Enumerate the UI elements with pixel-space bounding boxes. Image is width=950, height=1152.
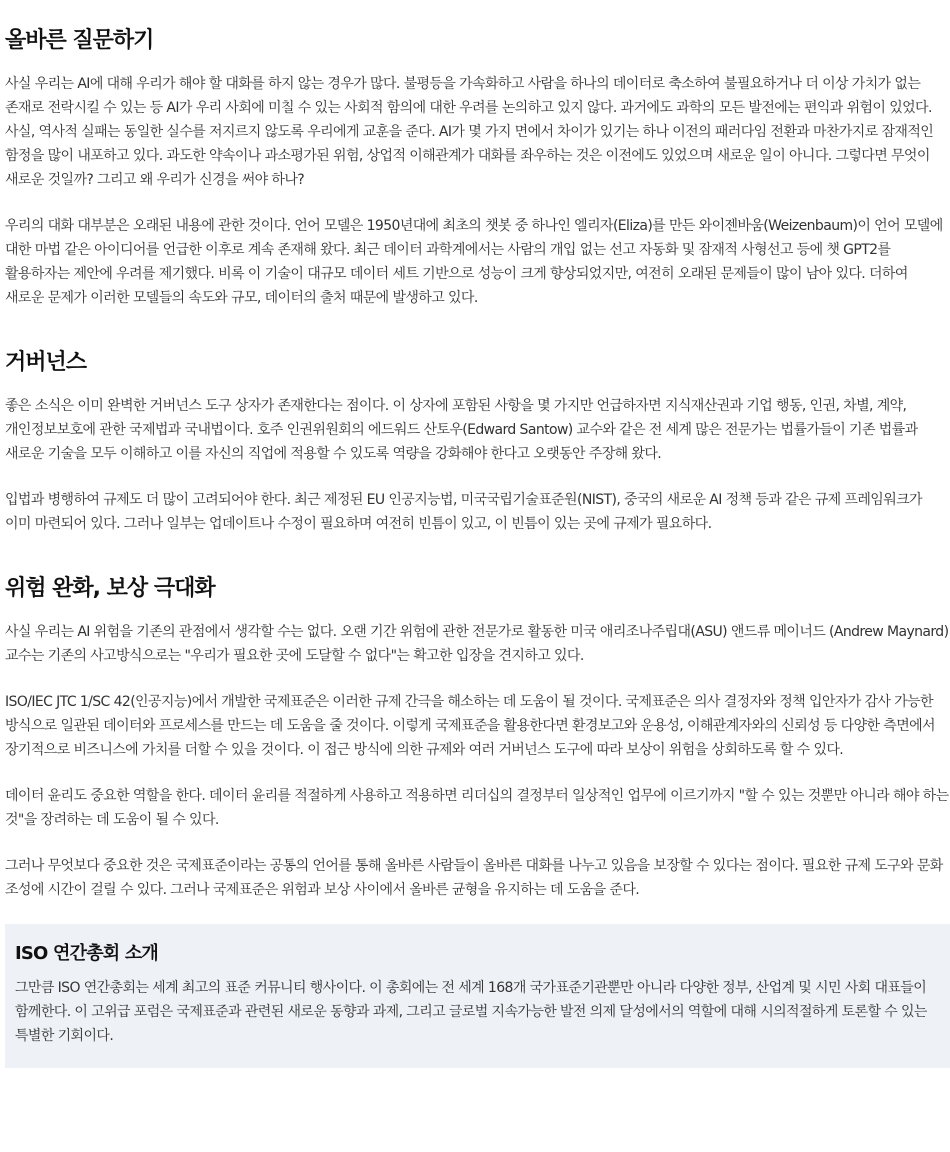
body-paragraph: 사실 우리는 AI에 대해 우리가 해야 할 대화를 하지 않는 경우가 많다. 불평등을 가속화하고 사람을 하나의 데이터로 축소하여 불필요하거나 더 이상 가치가 없는 존재로 전락시킬 수 있는 등 AI가 우리 사회에 미칠 수 있는 사회적 함의에 대한 우려를 논의하고 있지 않다. 과거에도 과학의 모든 발전에는 편익과 위험이 있었다. 사실, 역사적 실패는 동일한 실수를 저지르지 않도록 우리에게 교훈을 준다. AI가 몇 가지 면에서 차이가 있기는 하나 이전의 패러다임 전환과 마찬가지로 잠재적인 함정을 많이 내포하고 있다. 과도한 약속이나 과소평가된 위험, 상업적 이해관계가 대화를 좌우하는 것은 이전에도 있었으며 새로운 일이 아니다. 그렇다면 무엇이 새로운 것일까? 그리고 왜 우리가 신경을 써야 하나? <box>5 76 934 188</box>
section-heading: 위험 완화, 보상 극대화 <box>5 576 215 601</box>
section-heading: 거버넌스 <box>5 350 87 375</box>
body-paragraph: 좋은 소식은 이미 완벽한 거버넌스 도구 상자가 존재한다는 점이다. 이 상자에 포함된 사항을 몇 가지만 언급하자면 지식재산권과 기업 행동, 인권, 차별, 계약, 개인정보보호에 관한 국제법과 국내법이다. 호주 인권위원회의 에드워드 산토우(Edward Santow) 교수와 같은 전 세계 많은 전문가는 법률가들이 기존 법률과 새로운 기술을 모두 이해하고 이를 자신의 직업에 적용할 수 있도록 역량을 강화해야 한다고 오랫동안 주장해 왔다. <box>5 398 918 462</box>
body-paragraph: ISO/IEC JTC 1/SC 42(인공지능)에서 개발한 국제표준은 이러한 규제 간극을 해소하는 데 도움이 될 것이다. 국제표준은 의사 결정자와 정책 입안자가 감사 가능한 방식으로 일관된 데이터와 프로세스를 만드는 데 도움을 줄 것이다. 이렇게 국제표준을 활용한다면 환경보고와 운용성, 이해관계자와의 신뢰성 등 다양한 측면에서 장기적으로 비즈니스에 가치를 더할 수 있을 것이다. 이 접근 방식에 의한 규제와 여러 거버넌스 도구에 따라 보상이 위험을 상회하도록 할 수 있다. <box>5 694 935 758</box>
section-governance <box>5 348 950 536</box>
body-paragraph: 사실 우리는 AI 위험을 기존의 관점에서 생각할 수는 없다. 오랜 기간 위험에 관한 전문가로 활동한 미국 애리조나주립대(ASU) 앤드류 메이너드 (Andrew Maynard) 교수는 기존의 사고방식으로는 "우리가 필요한 곳에 도달할 수 없다"는 확고한 입장을 견지하고 있다. <box>5 624 949 664</box>
info-box-text: 그만큼 ISO 연간총회는 세계 최고의 표준 커뮤니티 행사이다. 이 총회에는 전 세계 168개 국가표준기관뿐만 아니라 다양한 정부, 산업계 및 시민 사회 대표들이 함께한다. 이 고위급 포럼은 국제표준과 관련된 새로운 동향과 과제, 그리고 글로벌 지속가능한 발전 의제 달성에서의 역할에 대해 시의적절하게 토론할 수 있는 특별한 기회이다. <box>15 980 927 1044</box>
section-asking-right-questions <box>5 26 950 310</box>
body-paragraph: 그러나 무엇보다 중요한 것은 국제표준이라는 공통의 언어를 통해 올바른 사람들이 올바른 대화를 나누고 있음을 보장할 수 있다는 점이다. 필요한 규제 도구와 문화 조성에 시간이 걸릴 수 있다. 그러나 국제표준은 위험과 보상 사이에서 올바른 균형을 유지하는 데 도움을 준다. <box>5 858 943 898</box>
iso-general-assembly-info-box <box>5 924 950 1068</box>
section-heading: 올바른 질문하기 <box>5 28 154 53</box>
body-paragraph: 데이터 윤리도 중요한 역할을 한다. 데이터 윤리를 적절하게 사용하고 적용하면 리더십의 결정부터 일상적인 업무에 이르기까지 "할 수 있는 것뿐만 아니라 해야 하는 것"을 장려하는 데 도움이 될 수 있다. <box>5 788 949 828</box>
body-paragraph: 우리의 대화 대부분은 오래된 내용에 관한 것이다. 언어 모델은 1950년대에 최초의 챗봇 중 하나인 엘리자(Eliza)를 만든 와이젠바움(Weizenbaum)이 언어 모델에 대한 마법 같은 아이디어를 언급한 이후로 계속 존재해 왔다. 최근 데이터 과학계에서는 사람의 개입 없는 선고 자동화 및 잠재적 사형선고 등에 챗 GPT2를 활용하자는 제안에 우려를 제기했다. 비록 이 기술이 대규모 데이터 세트 기반으로 성능이 크게 향상되었지만, 여전히 오래된 문제들이 많이 남아 있다. 더하여 새로운 문제가 이러한 모델들의 속도와 규모, 데이터의 출처 때문에 발생하고 있다. <box>5 218 943 306</box>
body-paragraph: 입법과 병행하여 규제도 더 많이 고려되어야 한다. 최근 제정된 EU 인공지능법, 미국국립기술표준원(NIST), 중국의 새로운 AI 정책 등과 같은 규제 프레임워크가 이미 마련되어 있다. 그러나 일부는 업데이트나 수정이 필요하며 여전히 빈틈이 있고, 이 빈틈이 있는 곳에 규제가 필요하다. <box>5 492 922 532</box>
info-box-title: ISO 연간총회 소개 <box>15 943 159 964</box>
section-risk-reward <box>5 574 950 902</box>
